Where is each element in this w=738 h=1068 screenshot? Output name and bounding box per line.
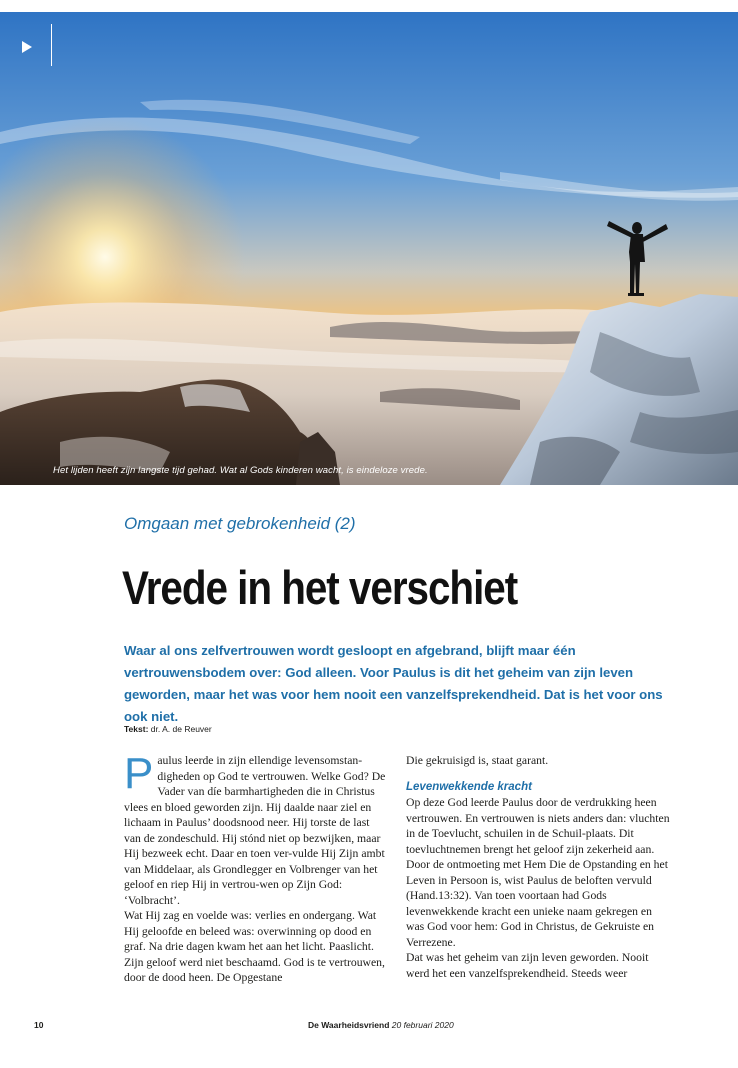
play-icon: [22, 41, 32, 53]
paragraph: Die gekruisigd is, staat garant.: [406, 754, 549, 767]
article-column-2: [406, 753, 671, 981]
footer-magazine: [308, 1020, 454, 1030]
page-number: 10: [34, 1020, 44, 1030]
issue-date: 20 februari 2020: [391, 1020, 454, 1030]
article-lead: Waar al ons zelfvertrouwen wordt gesloopt en afgebrand, blijft maar één vertrouwensbodem over: God alleen. Voor Paulus is dit het geheim van zijn leven geworden, maar het was voor hem nooit een vanzelfsprekendheid. Dat is het voor ons ook niet.: [124, 643, 663, 724]
paragraph: Op deze God leerde Paulus door de verdrukking heen vertrouwen. En vertrouwen is niets anders dan: vluchten in de Toevlucht, schuilen in de Schuil-plaats. Dit toevluchtnemen brengt het geloof zijn zekerheid aan. Door de ontmoeting met Hem Die de Opstanding en het Leven in Persoon is, wist Paulus de beloften vervuld (Hand.13:32). Van toen voortaan had Gods levenwekkende kracht een unieke naam gekregen en was God voor hem: God in Christus, de Gekruiste en Verrezene.: [406, 796, 670, 949]
hero-photo: [0, 12, 738, 485]
paragraph: [124, 749, 386, 908]
paragraph: Wat Hij zag en voelde was: verlies en ondergang. Wat Hij geloofde en beleed was: overwinning op dood en graf. Na drie dagen kwam het aan het licht. Paaslicht. Zijn geloof werd niet beschaamd. God is te vertrouwen, door de dood heen. De Opgestane: [124, 909, 385, 984]
section-subheading: Levenwekkende kracht: [406, 780, 532, 793]
byline-author: dr. A. de Reuver: [150, 724, 212, 734]
byline: [124, 724, 212, 734]
paragraph: Dat was het geheim van zijn leven geworden. Nooit werd het een vanzelfsprekendheid. Steeds weer: [406, 951, 649, 980]
article-title: Vrede in het verschiet: [122, 561, 518, 614]
paragraph-text: aulus leerde in zijn ellendige levensomstan-digheden op God te vertrouwen. Welke God? De Vader van díe barmhartigheden die in Christus vlees en bloed geworden zijn. Hij daalde naar ziel en lichaam in Paulus’ doodsnood neer. Hij torste de last van de zondeschuld. Hij stónd niet op bezwijken, maar Hij bezweek echt. Daar en toen ver-vulde Hij Zijn ambt van Middelaar, als Grondlegger en Volbrenger van het geloof en riep Hij in vertrou-wen op Zijn God: ‘Volbracht’.: [124, 754, 386, 907]
magazine-name: De Waarheidsvriend: [308, 1020, 390, 1030]
hero-divider-line: [51, 24, 52, 66]
article-kicker: Omgaan met gebrokenheid (2): [124, 514, 356, 533]
hero-landscape-illustration: [0, 12, 738, 485]
article-column-1: [124, 749, 386, 986]
photo-caption: Het lijden heeft zijn langste tijd gehad. Wat al Gods kinderen wacht, is eindeloze vrede.: [53, 465, 428, 476]
byline-label: Tekst:: [124, 724, 149, 734]
dropcap: P: [124, 749, 154, 798]
